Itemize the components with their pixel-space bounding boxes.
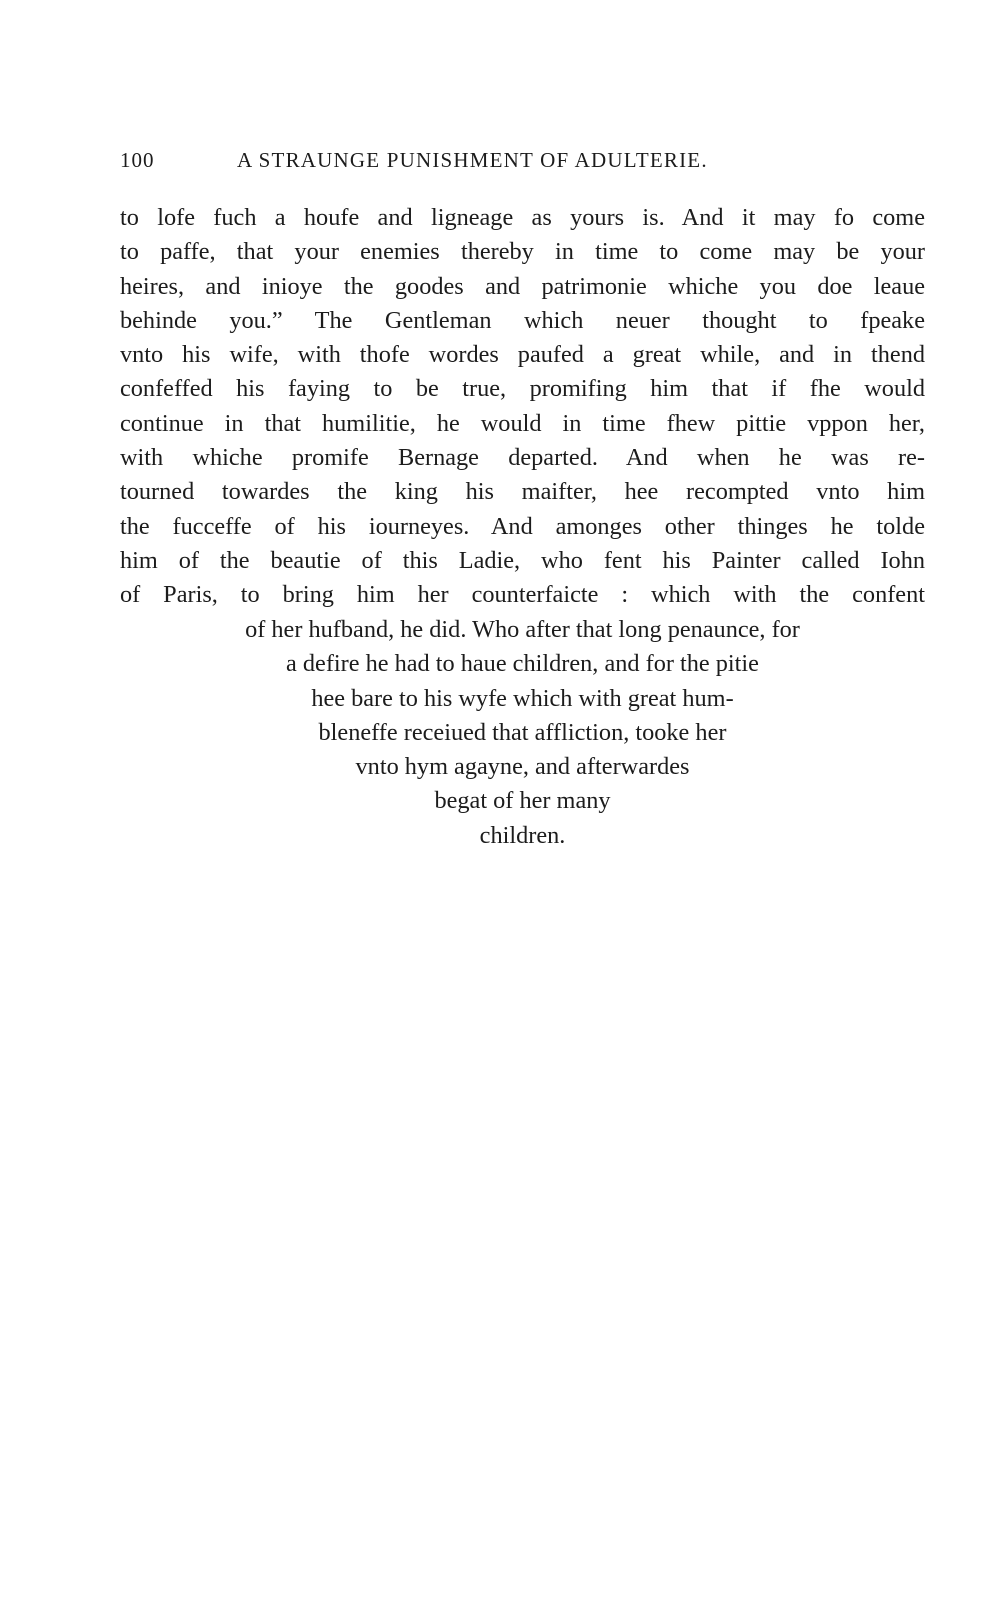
text-line: bleneffe receiued that affliction, tooke her	[318, 718, 727, 746]
text-line: behinde you.” The Gentleman which neuer thought to fpeake	[120, 306, 925, 334]
text-line: to paffe, that your enemies thereby in time to come may be your	[120, 238, 925, 266]
text-line: continue in that humilitie, he would in time fhew pittie vppon her,	[120, 409, 925, 437]
text-line: with whiche promife Bernage departed. And when he was re-	[120, 444, 925, 472]
tapered-ending	[120, 613, 925, 853]
text-line: of her hufband, he did. Who after that long penaunce, for	[245, 616, 800, 643]
running-title: A STRAUNGE PUNISHMENT OF ADULTERIE.	[237, 148, 708, 172]
running-head	[120, 148, 920, 178]
text-line: to lofe fuch a houfe and ligneage as yours is. And it may fo come	[120, 204, 925, 231]
text-line: of Paris, to bring him her counterfaicte : which with the confent	[120, 581, 925, 609]
text-line: him of the beautie of this Ladie, who fent his Painter called Iohn	[120, 546, 925, 574]
text-line: hee bare to his wyfe which with great hum-	[311, 684, 734, 712]
text-line: the fucceffe of his iourneyes. And amonges other thinges he tolde	[120, 512, 925, 540]
text-line: heires, and inioye the goodes and patrimonie whiche you doe leaue	[120, 272, 925, 300]
text-line: confeffed his faying to be true, promifing him that if fhe would	[120, 375, 925, 403]
text-line: begat of her many	[434, 787, 611, 815]
text-line: vnto his wife, with thofe wordes paufed a great while, and in thend	[120, 341, 925, 369]
text-line: a defire he had to haue children, and for the pitie	[286, 650, 759, 678]
text-line: tourned towardes the king his maifter, hee recompted vnto him	[120, 478, 925, 506]
text-line: vnto hym agayne, and afterwardes	[355, 753, 690, 781]
text-line: children.	[479, 821, 566, 849]
body-paragraph	[120, 201, 925, 613]
page-number: 100	[120, 148, 155, 172]
